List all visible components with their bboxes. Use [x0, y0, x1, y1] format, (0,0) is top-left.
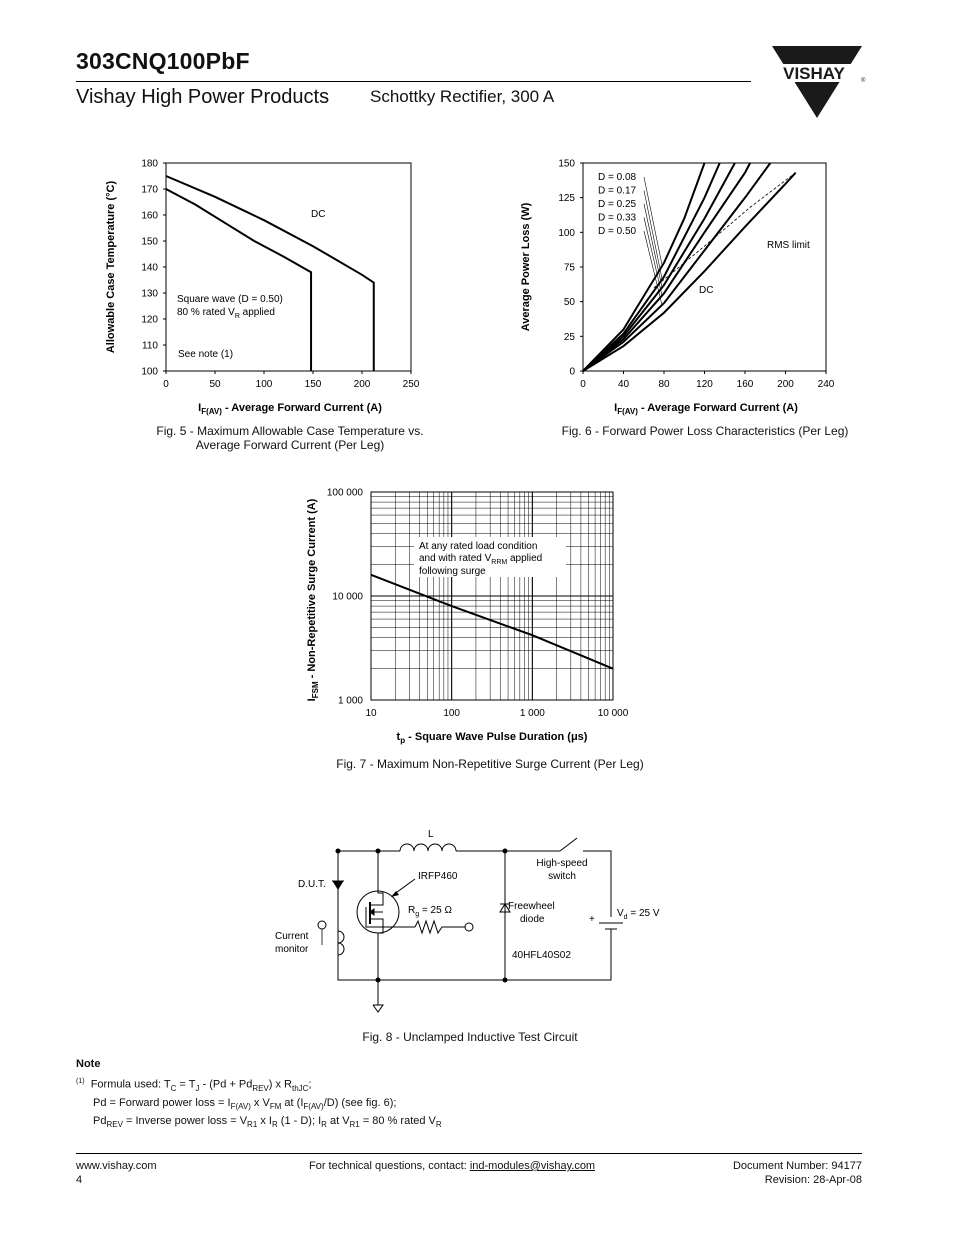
- fig7-x-tick-label: 1 000: [519, 708, 545, 719]
- label-current-monitor-2: monitor: [275, 944, 309, 955]
- fig7-y-tick-label: 100 000: [326, 487, 363, 499]
- document-product-line: Schottky Rectifier, 300 A: [370, 87, 555, 106]
- note-line-3: $Pd_{REV}$ = Inverse power loss = $V_{R1}$ x $I_R$ (1 - D); $I_R$ at $V_{R1} = 80$ % rated $V_R$: [93, 1115, 442, 1130]
- label-irfp460: IRFP460: [418, 871, 458, 882]
- y-tick-label: 120: [141, 314, 158, 326]
- document-title: 303CNQ100PbF: [76, 48, 250, 74]
- label-switch-2: switch: [548, 871, 576, 882]
- fig6-legend-leader: [644, 204, 662, 287]
- fig7-ann-line3: following surge: [419, 566, 486, 577]
- y-tick-label: 100: [558, 227, 575, 239]
- x-tick-label: 50: [209, 379, 221, 390]
- fig6-legend-label: D = 0.33: [598, 212, 637, 224]
- fig6-y-ticks: [558, 159, 583, 378]
- note-title: Note: [76, 1058, 101, 1070]
- fig5-series: [166, 176, 374, 371]
- fig7-ann-line1: At any rated load condition: [419, 541, 538, 552]
- logo-text: VISHAY: [783, 64, 845, 83]
- fig7-grid: [371, 492, 613, 700]
- y-tick-label: 25: [563, 331, 575, 343]
- label-inductor: L: [428, 829, 434, 840]
- fig6-legend-label: D = 0.25: [598, 199, 637, 210]
- label-part-number: 40HFL40S02: [512, 950, 571, 961]
- label-vd: $V_d = 25$ V: [617, 908, 660, 921]
- fig6-series-line: [654, 173, 796, 288]
- footer-document-number: Document Number: 94177: [732, 1160, 862, 1172]
- gate-resistor-symbol: [415, 921, 465, 933]
- y-tick-label: 150: [141, 236, 158, 248]
- fig5-ann-rated: 80 % rated $V_R$ applied: [177, 307, 275, 320]
- fig5-chart: [95, 150, 435, 420]
- y-tick-label: 75: [563, 262, 575, 274]
- label-plus: +: [589, 914, 595, 925]
- fig8-circuit: [265, 815, 685, 1020]
- note-line-2: Pd = Forward power loss = $I_{F(AV)}$ x $V_{FM}$ at $(I_{F(AV)}/D)$ (see fig. 6);: [93, 1096, 397, 1112]
- label-switch-1: High-speed: [536, 858, 588, 869]
- y-tick-label: 100: [141, 366, 158, 378]
- fig7-chart: [295, 480, 655, 750]
- y-tick-label: 160: [141, 210, 158, 222]
- fig6-ylabel: Average Power Loss (W): [520, 202, 532, 332]
- switch-symbol: [560, 838, 577, 851]
- fig5-caption: Fig. 5 - Maximum Allowable Case Temperature vs. Average Forward Current (Per Leg): [156, 424, 424, 452]
- x-tick-label: 150: [304, 379, 322, 390]
- x-tick-label: 120: [696, 379, 713, 390]
- fig5-ylabel: Allowable Case Temperature (°C): [105, 180, 117, 354]
- x-tick-label: 0: [163, 379, 169, 390]
- fig6-caption: Fig. 6 - Forward Power Loss Characteristics (Per Leg): [561, 424, 849, 438]
- fig5-x-ticks: [163, 371, 420, 390]
- y-tick-label: 130: [141, 288, 158, 300]
- fig5-y-ticks: [141, 159, 166, 378]
- x-tick-label: 40: [617, 379, 630, 390]
- fig6-legend-leader: [644, 231, 662, 305]
- fig5-ann-square: Square wave (D = 0.50): [177, 294, 283, 305]
- x-tick-label: 80: [658, 379, 670, 390]
- fig6-legend: [598, 172, 662, 305]
- fig7-x-tick-label: 10 000: [597, 708, 629, 719]
- fig5-ann-dc: DC: [311, 209, 326, 220]
- fig5-ann-note: See note (1): [178, 349, 234, 360]
- footer-rule: [76, 1153, 862, 1154]
- fig6-legend-leader: [644, 218, 662, 296]
- x-tick-label: 0: [580, 379, 586, 390]
- label-dut: D.U.T.: [298, 879, 326, 890]
- footer-contact: For technical questions, contact: ind-modules@vishay.com: [309, 1160, 596, 1172]
- fig5-xlabel: $I_{F(AV)}$ - Average Forward Current (A): [198, 402, 382, 416]
- y-tick-label: 125: [558, 193, 575, 205]
- x-tick-label: 160: [736, 379, 754, 390]
- footer-left: [76, 1159, 156, 1187]
- current-monitor-symbol: [338, 931, 344, 955]
- fig7-x-tick-label: 100: [443, 708, 461, 719]
- fig7-xlabel: $t_p$ - Square Wave Pulse Duration (μs): [396, 731, 588, 745]
- fig7-ylabel: $I_{FSM}$ - Non-Repetitive Surge Current (A): [306, 498, 320, 702]
- y-tick-label: 50: [563, 297, 575, 309]
- fig6-legend-leader: [644, 191, 662, 279]
- fig7-x-tick-label: 10: [365, 708, 377, 719]
- fig7-series: [371, 575, 613, 669]
- x-tick-label: 250: [402, 379, 420, 390]
- fig7-y-tick-label: 1 000: [337, 695, 363, 707]
- inductor-symbol: [400, 844, 456, 851]
- y-tick-label: 170: [141, 184, 158, 196]
- fig6-ann-rms: RMS limit: [767, 240, 810, 251]
- label-rg: $R_g = 25$ Ω: [408, 905, 452, 918]
- x-tick-label: 200: [777, 379, 794, 390]
- footer-page-number: 4: [76, 1174, 83, 1186]
- fig7-y-ticks: [327, 488, 364, 707]
- fig7-series-ifsm: [371, 575, 613, 669]
- fig6-legend-label: D = 0.08: [598, 172, 637, 183]
- fig6-xlabel: $I_{F(AV)}$ - Average Forward Current (A): [614, 402, 798, 416]
- fig7-ann-line2: and with rated $V_{RRM}$ applied: [419, 553, 543, 566]
- footer-email-link[interactable]: ind-modules@vishay.com: [469, 1160, 596, 1172]
- fig6-x-ticks: [580, 371, 835, 390]
- x-tick-label: 200: [353, 379, 371, 390]
- label-freewheel-1: Freewheel: [508, 901, 555, 912]
- footer-right: [640, 1159, 862, 1187]
- fig7-y-tick-label: 10 000: [332, 591, 363, 603]
- fig6-legend-leader: [644, 177, 662, 265]
- fig5-series-square-wave: [166, 189, 311, 371]
- footer-revision: Revision: 28-Apr-08: [764, 1174, 862, 1186]
- fig8-caption: Fig. 8 - Unclamped Inductive Test Circuit: [362, 1030, 578, 1044]
- ground-symbol: [373, 1005, 383, 1012]
- svg-text:®: ®: [861, 78, 866, 84]
- y-tick-label: 110: [142, 340, 158, 352]
- document-subtitle: Vishay High Power Products: [76, 86, 330, 108]
- label-current-monitor-1: Current: [275, 931, 309, 942]
- fig6-legend-label: D = 0.50: [598, 226, 637, 237]
- note-body: [76, 1075, 442, 1132]
- y-tick-label: 180: [141, 158, 158, 170]
- label-freewheel-2: diode: [520, 914, 545, 925]
- footer-website[interactable]: www.vishay.com: [76, 1160, 157, 1172]
- dut-diode-symbol: [333, 881, 343, 889]
- fig7-x-ticks: [365, 708, 628, 719]
- y-tick-label: 0: [569, 366, 575, 378]
- vishay-logo: [766, 44, 866, 120]
- fig6-chart: [510, 150, 850, 420]
- y-tick-label: 140: [141, 262, 158, 274]
- x-tick-label: 240: [817, 379, 835, 390]
- fig6-ann-dc: DC: [699, 285, 714, 296]
- fig7-caption: Fig. 7 - Maximum Non-Repetitive Surge Current (Per Leg): [336, 757, 644, 771]
- x-tick-label: 100: [255, 379, 273, 390]
- fig6-legend-label: D = 0.17: [598, 185, 637, 197]
- y-tick-label: 150: [558, 158, 575, 170]
- header-rule: [76, 81, 751, 82]
- note-line-1: $^{(1)}$ Formula used: $T_C = T_J - (Pd + Pd_{REV})$ x $R_{thJC}$;: [76, 1078, 312, 1093]
